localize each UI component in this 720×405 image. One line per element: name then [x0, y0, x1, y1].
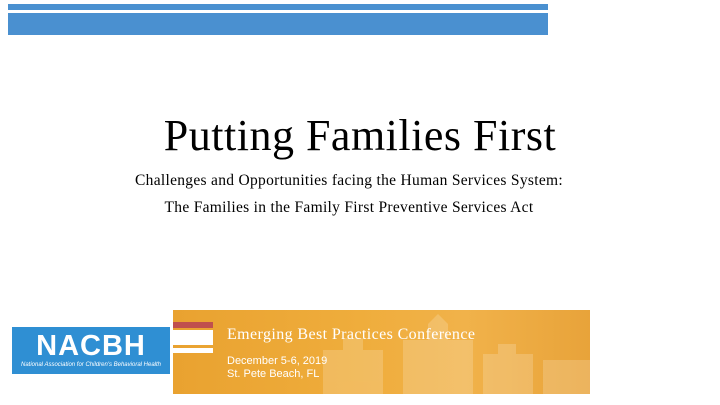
slide-subtitle-line1: Challenges and Opportunities facing the Human Services System: — [135, 172, 563, 189]
conference-date: December 5-6, 2019 — [227, 355, 328, 367]
conference-title: Emerging Best Practices Conference — [227, 326, 476, 343]
nacbh-logo — [12, 327, 170, 374]
slide-title: Putting Families First — [163, 111, 557, 160]
header-accent-bar-thin — [8, 4, 548, 10]
conference-banner — [173, 310, 590, 394]
banner-stripe-white-thin — [173, 348, 213, 353]
conference-location: St. Pete Beach, FL — [227, 368, 320, 380]
slide-subtitle-line2: The Families in the Family First Preventive Services Act — [164, 199, 534, 216]
logo-name: NACBH — [36, 330, 146, 362]
banner-stripe-white — [173, 330, 213, 345]
banner-stripe-red — [173, 322, 213, 328]
building-silhouette-image — [173, 310, 590, 394]
logo-tagline: National Association for Children's Behavioral Health — [21, 362, 161, 368]
header-accent-bar — [8, 13, 548, 35]
